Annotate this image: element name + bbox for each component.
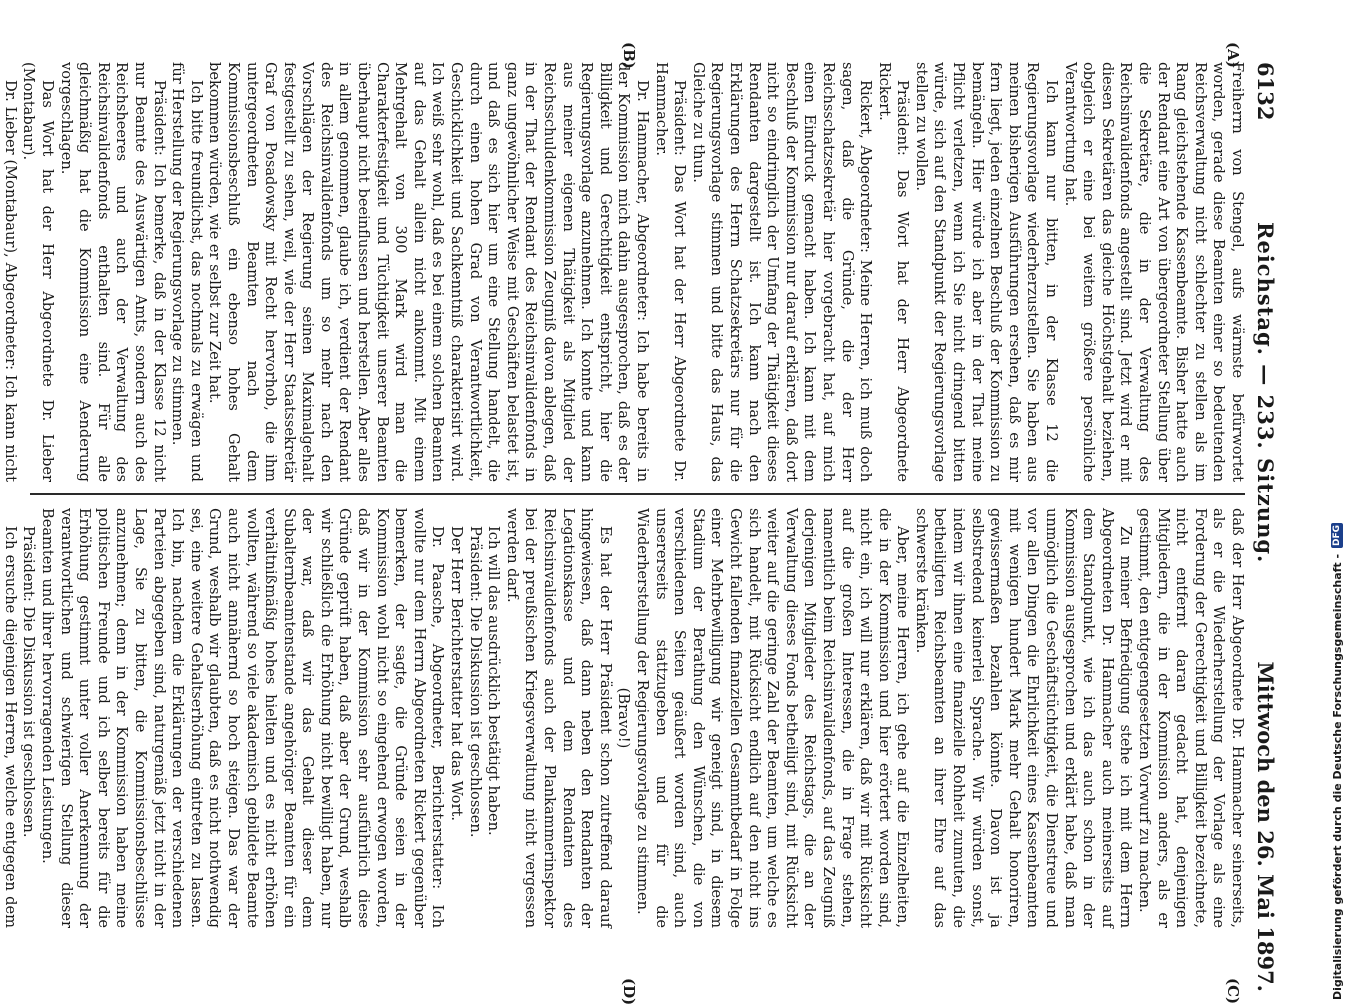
margin-marker-d: (D) [620,978,638,1005]
paragraph: Präsident: Ich bemerke, daß in der Klasse 12 nicht nur Beamte des Auswärtigen Amts, sondern auch des Reichsheeres und auch der Verwaltung des Reichsinvalidenfonds enthalten sind. Für alle gleichmäßig hat die Kommission eine Aenderung vorgeschlagen. [57,62,168,482]
paragraph: daß der Herr Abgeordnete Dr. Hammacher seinerseits, als er die Wiederherstellung der Vorlage als eine Forderung der Gerechtigkeit und Billigkeit bezeichnete, nicht entfernt daran gedacht hat, denjenigen Mitgliedern, die in der Kommission anders, als er gestimmt, den entgegengesetzten Vorwurf zu machen. [1136,508,1246,928]
paragraph: Präsident: Das Wort hat der Herr Abgeordnete Rickert. [875,62,912,482]
margin-marker-a: (A) [1224,42,1242,68]
digitization-credit [1326,524,1348,1000]
paragraph: Dr. Hammacher, Abgeordneter: Ich habe bereits in der Kommission mich dahin ausgesprochen, daß es der Billigkeit und Gerechtigkeit entspricht, hier die Regierungsvorlage anzunehmen. Ich konnte und kann aus meiner eigenen Thätigkeit als Mitglied der Reichsschuldenkommission Zeugniß davon ablegen, daß in der That der Rendant des Reichsinvalidenfonds in ganz ungewöhnlicher Weise mit Geschäften belastet ist, und daß es sich hier um eine Stellung handelt, die durch einen hohen Grad von Verantwortlichkeit, Geschicklichkeit und Sachkenntniß charakterisirt wird. Ich weiß sehr wohl, daß es bei einem solchen Beamten auf das Gehalt allein nicht ankommt. Mit einem Mehrgehalt von 300 Mark wird man die Charakterfestigkeit und Tüchtigkeit unserer Beamten überhaupt nicht beeinflussen und herstellen. Aber alles in allem genommen, glaube ich, verdient der Rendant des Reichsinvalidenfonds um so mehr nach den Vorschlägen der Regierung seinen Maximalgehalt festgestellt zu sehen, weil, wie der Herr Staatssekretär Graf von Posadowsky mit Recht hervorhob, die ihm untergeordneten Beamten nach dem Kommissionsbeschluß ein ebenso hohes Gehalt bekommen würden, wie er selbst zur Zeit hat. [206,62,651,482]
paragraph: Dr. Paasche, Abgeordneter, Berichterstatter: Ich wollte nur dem Herrn Abgeordneten Rickert gegenüber bemerken, der sagte, die Gründe seien in der Kommission wohl nicht so eingehend erwogen worden, daß wir in der Kommission sehr ausführlich diese Gründe geprüft haben, daß aber der Grund, weshalb wir schließlich die Erhöhung nicht bewilligt haben, nur der war, daß wir das Gehalt dieser dem Subalternbeamtenstande angehöriger Beamten für ein verhältnißmäßig hohes hielten und es nicht erhöhen wollten, während so viele akademisch gebildete Beamte auch nicht annähernd so hoch steigen. Das war der Grund, weshalb wir glaubten, daß es nicht nothwendig sei, eine weitere Gehaltserhöhung eintreten zu lassen. Ich bin, nachdem die Erklärungen der verschiedenen Parteien abgegeben sind, naturgemäß jetzt nicht in der Lage, Sie zu bitten, die Kommissionsbeschlüsse anzunehmen; denn in der Kommission haben meine politischen Freunde und ich selber bereits für die Erhöhung gestimmt unter voller Anerkennung der verantwortlichen und schwierigen Stellung dieser Beamten und ihrer hervorragenden Leistungen. [39,508,447,928]
page-date: Mittwoch den 26. Mai 1897. [1253,661,1278,992]
paragraph: Das Wort hat der Herr Abgeordnete Dr. Lieber (Montabaur). [20,62,56,482]
paragraph: Präsident: Die Diskussion ist geschlossen. [466,526,484,838]
paragraph: Aber, meine Herren, ich gehe auf die Einzelheiten, die in der Kommission und hier erörtert worden sind, nicht ein, ich will nur erklären, daß wir mit Rücksicht auf die großen Interessen, die in Frage stehen, namentlich beim Reichsinvalidenfonds, auf das Zeugniß derjenigen Mitglieder des Reichstags, die an der Verwaltung dieses Fonds betheiligt sind, mit Rücksicht weiter auf die geringe Zahl der Beamten, um welche es sich handelt, mit Rücksicht endlich auf den nicht ins Gewicht fallenden finanziellen Gesammtbedarf in Folge einer Mehrbewilligung wir geneigt sind, in diesem Stadium der Berathung den Wünschen, die von verschiedenen Seiten geäußert worden sind, auch unsererseits stattzugeben und für die Wiederherstellung der Regierungsvorlage zu stimmen. [634,508,912,928]
right-column [0,508,1246,928]
paragraph: Der Herr Berichterstatter hat das Wort. [448,526,466,822]
paragraph: Ich ersuche diejenigen Herren, welche entgegen dem [1,526,19,928]
paragraph: Ich will das ausdrücklich bestätigt haben. [485,526,503,836]
paragraph: Präsident: Das Wort hat der Herr Abgeordnete Dr. Hammacher. [652,62,689,482]
page-title: Reichstag. — 233. Sitzung. [1253,222,1278,564]
paragraph: Präsident: Die Diskussion ist geschlossen. [20,526,38,838]
paragraph: Dr. Lieber (Montabaur), Abgeordneter: Ich kann nicht [1,80,19,482]
column-divider [30,493,1245,495]
dfg-logo: DFG [1332,524,1342,546]
paragraph: Rickert, Abgeordneter: Meine Herren, ich muß doch sagen, daß die Gründe, die der Herr Reichsschatzsekretär hier vorgebracht hat, auf mich einen Eindruck gemacht haben. Ich kann mit dem Beschluß der Kommission nur darauf erklären, daß dort nicht so eindringlich der Umfang der Thätigkeit dieses Rendanten dargestellt ist. Ich kann nach den Erklärungen des Herrn Schatzsekretärs nur für die Regierungsvorlage stimmen und bitte das Haus, das Gleiche zu thun. [689,62,875,482]
left-column [0,62,1246,482]
page-header [1248,62,1282,992]
margin-marker-c: (C) [1224,978,1242,1005]
paragraph: Ich kann nur bitten, in der Klasse 12 die Regierungsvorlage wiederherzustellen. Sie haben aus meinen bisherigen Ausführungen ersehen, daß es mir fern liegt, jeden einzelnen Beschluß der Kommission zu bemängeln. Hier würde ich aber in der That meine Pflicht verletzen, wenn ich Sie nicht dringend bitten würde, sich auf den Standpunkt der Regierungsvorlage stellen zu wollen. [912,62,1061,482]
paragraph: (Bravo!) [615,687,633,749]
paragraph: Es hat der Herr Präsident schon zutreffend darauf hingewiesen, daß dann neben den Rendanten der Legationskasse und dem Rendanten des Reichsinvalidenfonds auch der Plankammerinspektor bei der preußischen Kriegsverwaltung nicht vergessen werden darf. [503,508,614,928]
credit-text: Digitalisierung gefördert durch die Deutsche Forschungsgemeinschaft - [1330,553,1344,1000]
page-number: 6132 [1253,62,1278,121]
paragraph: Ich bitte freundlichst, das nochmals zu erwägen und für Herstellung der Regierungsvorlage zu stimmen. [169,62,205,482]
paragraph: Zu meiner Befriedigung stehe ich mit dem Herrn Abgeordneten Dr. Hammacher auch meinerseits auf dem Standpunkt, wie ich das auch schon in der Kommission ausgesprochen und erklärt habe, daß man unmöglich die Geschäftstüchtigkeit, die Dienstreue und vor allen Dingen die Ehrlichkeit eines Kassenbeamten mit wenigen hundert Mark mehr Gehalt honoriren, gewissermaßen bezahlen könnte. Davon ist ja selbstredend keinerlei Sprache. Wir würden sonst, indem wir ihnen eine finanzielle Rohheit zumuten, die betheiligten Reichsbeamten an ihrer Ehre auf das schwerste kränken. [912,508,1135,928]
paragraph: Freiherrn von Stengel, aufs wärmste befürwortet worden, gerade diese Beamten einer so bedeutenden Reichsverwaltung nicht schlechter zu stellen als im Rang gleichstehende Kassenbeamte. Bisher hatte auch der Rendant eine Art von übergeordneter Stellung über die Sekretäre, die in der Verwaltung des Reichsinvalidenfonds angestellt sind. Jetzt wird er mit diesen Sekretären das gleiche Höchstgehalt beziehen, obgleich er eine bei weitem größere persönliche Verantwortung hat. [1061,62,1246,482]
margin-marker-b: (B) [620,42,638,69]
